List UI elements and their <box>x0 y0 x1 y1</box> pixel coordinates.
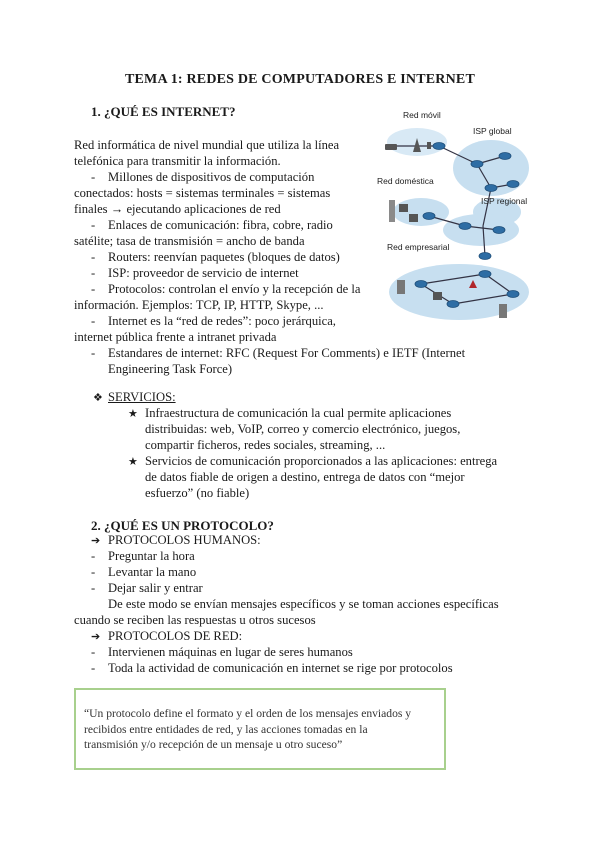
section2-heading: 2. ¿QUÉ ES UN PROTOCOLO? <box>91 518 274 533</box>
servicios-item: de datos fiable de origen a destino, entrega de datos con “mejor <box>145 470 465 484</box>
laptop-icon <box>385 144 397 150</box>
label-red-empresarial: Red empresarial <box>387 242 450 252</box>
router-icon <box>507 181 519 188</box>
list-dash: - <box>91 661 96 675</box>
label-red-movil: Red móvil <box>403 110 441 120</box>
router-icon <box>479 253 491 260</box>
servicios-item: distribuidas: web, VoIP, correo y comercio electrónico, juegos, <box>145 422 461 436</box>
list-item: Estandares de internet: RFC (Request For Comments) e IETF (Internet <box>108 346 466 360</box>
list-dash: - <box>91 549 96 563</box>
router-icon <box>493 227 505 234</box>
arrow-bullet-icon: ➔ <box>91 535 101 547</box>
server-icon <box>397 280 405 294</box>
list-item: ISP: proveedor de servicio de internet <box>108 266 299 280</box>
list-item: Preguntar la hora <box>108 549 195 563</box>
house-icon <box>389 200 395 222</box>
quote-line: recibidos entre entidades de red, y las acciones tomadas en la <box>84 722 368 736</box>
star-bullet-icon: ★ <box>128 408 138 420</box>
list-dash: - <box>91 250 96 264</box>
label-isp-regional: ISP regional <box>481 196 528 206</box>
router-icon <box>499 153 511 160</box>
list-item: Routers: reenvían paquetes (bloques de datos) <box>108 250 340 264</box>
phone-icon <box>427 142 431 149</box>
list-item: Protocolos: controlan el envío y la recepción de la <box>108 282 361 296</box>
router-icon <box>507 291 519 298</box>
router-icon <box>479 271 491 278</box>
servicios-item: Infraestructura de comunicación la cual permite aplicaciones <box>145 406 452 420</box>
core-cloud <box>443 214 519 246</box>
router-icon <box>471 161 483 168</box>
router-icon <box>433 143 445 150</box>
protocol-paragraph: De este modo se envían mensajes específicos y se toman acciones específicas <box>108 597 499 611</box>
list-item: Levantar la mano <box>108 565 197 579</box>
list-dash: - <box>91 218 96 232</box>
list-item: satélite; tasa de transmisión = ancho de banda <box>74 234 305 248</box>
router-icon <box>447 301 459 308</box>
list-item: Engineering Task Force) <box>108 362 233 376</box>
server-icon <box>499 304 507 318</box>
router-icon <box>485 185 497 192</box>
list-dash: - <box>91 314 96 328</box>
list-item: Toda la actividad de comunicación en internet se rige por protocolos <box>108 661 453 675</box>
pc-icon <box>433 292 442 300</box>
arrow-bullet-icon: ➔ <box>91 631 101 643</box>
list-dash: - <box>91 645 96 659</box>
pc-icon <box>399 204 408 212</box>
list-item: internet pública frente a intranet privada <box>74 330 277 344</box>
human-protocols-heading: PROTOCOLOS HUMANOS: <box>108 533 261 547</box>
servicios-heading: SERVICIOS: <box>108 390 176 404</box>
document-title: TEMA 1: REDES DE COMPUTADORES E INTERNET <box>124 72 475 87</box>
list-item: conectados: hosts = sistemas terminales = sistemas <box>74 186 331 200</box>
router-icon <box>423 213 435 220</box>
section1-heading: 1. ¿QUÉ ES INTERNET? <box>91 104 236 119</box>
list-dash: - <box>91 282 96 296</box>
quote-line: transmisión y/o recepción de un mensaje u otro suceso” <box>84 738 343 752</box>
list-item: información. Ejemplos: TCP, IP, HTTP, Skype, ... <box>74 298 324 312</box>
list-dash: - <box>91 170 96 184</box>
definition-quote-box <box>74 688 446 770</box>
pc-icon <box>409 214 418 222</box>
list-item: Millones de dispositivos de computación <box>108 170 315 184</box>
quote-line: “Un protocolo define el formato y el orden de los mensajes enviados y <box>84 707 412 720</box>
list-item: Enlaces de comunicación: fibra, cobre, radio <box>108 218 333 232</box>
servicios-item: esfuerzo” (no fiable) <box>145 486 250 500</box>
protocol-paragraph: cuando se reciben las respuestas u otros sucesos <box>74 613 316 627</box>
list-dash: - <box>91 346 96 360</box>
star-bullet-icon: ★ <box>128 456 138 468</box>
list-dash: - <box>91 565 96 579</box>
label-red-domestica: Red doméstica <box>377 176 434 186</box>
intro-line-2: telefónica para transmitir la información. <box>74 154 281 168</box>
list-item: Dejar salir y entrar <box>108 581 203 595</box>
list-dash: - <box>91 266 96 280</box>
network-diagram <box>373 104 529 326</box>
servicios-item: compartir ficheros, redes sociales, streaming, ... <box>145 438 386 452</box>
router-icon <box>459 223 471 230</box>
list-dash: - <box>91 581 96 595</box>
servicios-item: Servicios de comunicación proporcionados a las aplicaciones: entrega <box>145 454 498 468</box>
diamond-bullet-icon: ❖ <box>93 392 103 404</box>
network-protocols-heading: PROTOCOLOS DE RED: <box>108 629 243 643</box>
intro-line-1: Red informática de nivel mundial que utiliza la línea <box>74 138 340 152</box>
router-icon <box>415 281 427 288</box>
list-item: Internet es la “red de redes”: poco jerárquica, <box>108 314 336 328</box>
label-isp-global: ISP global <box>473 126 512 136</box>
list-item: Intervienen máquinas en lugar de seres humanos <box>108 645 353 659</box>
list-item: finales → ejecutando aplicaciones de red <box>74 202 281 216</box>
